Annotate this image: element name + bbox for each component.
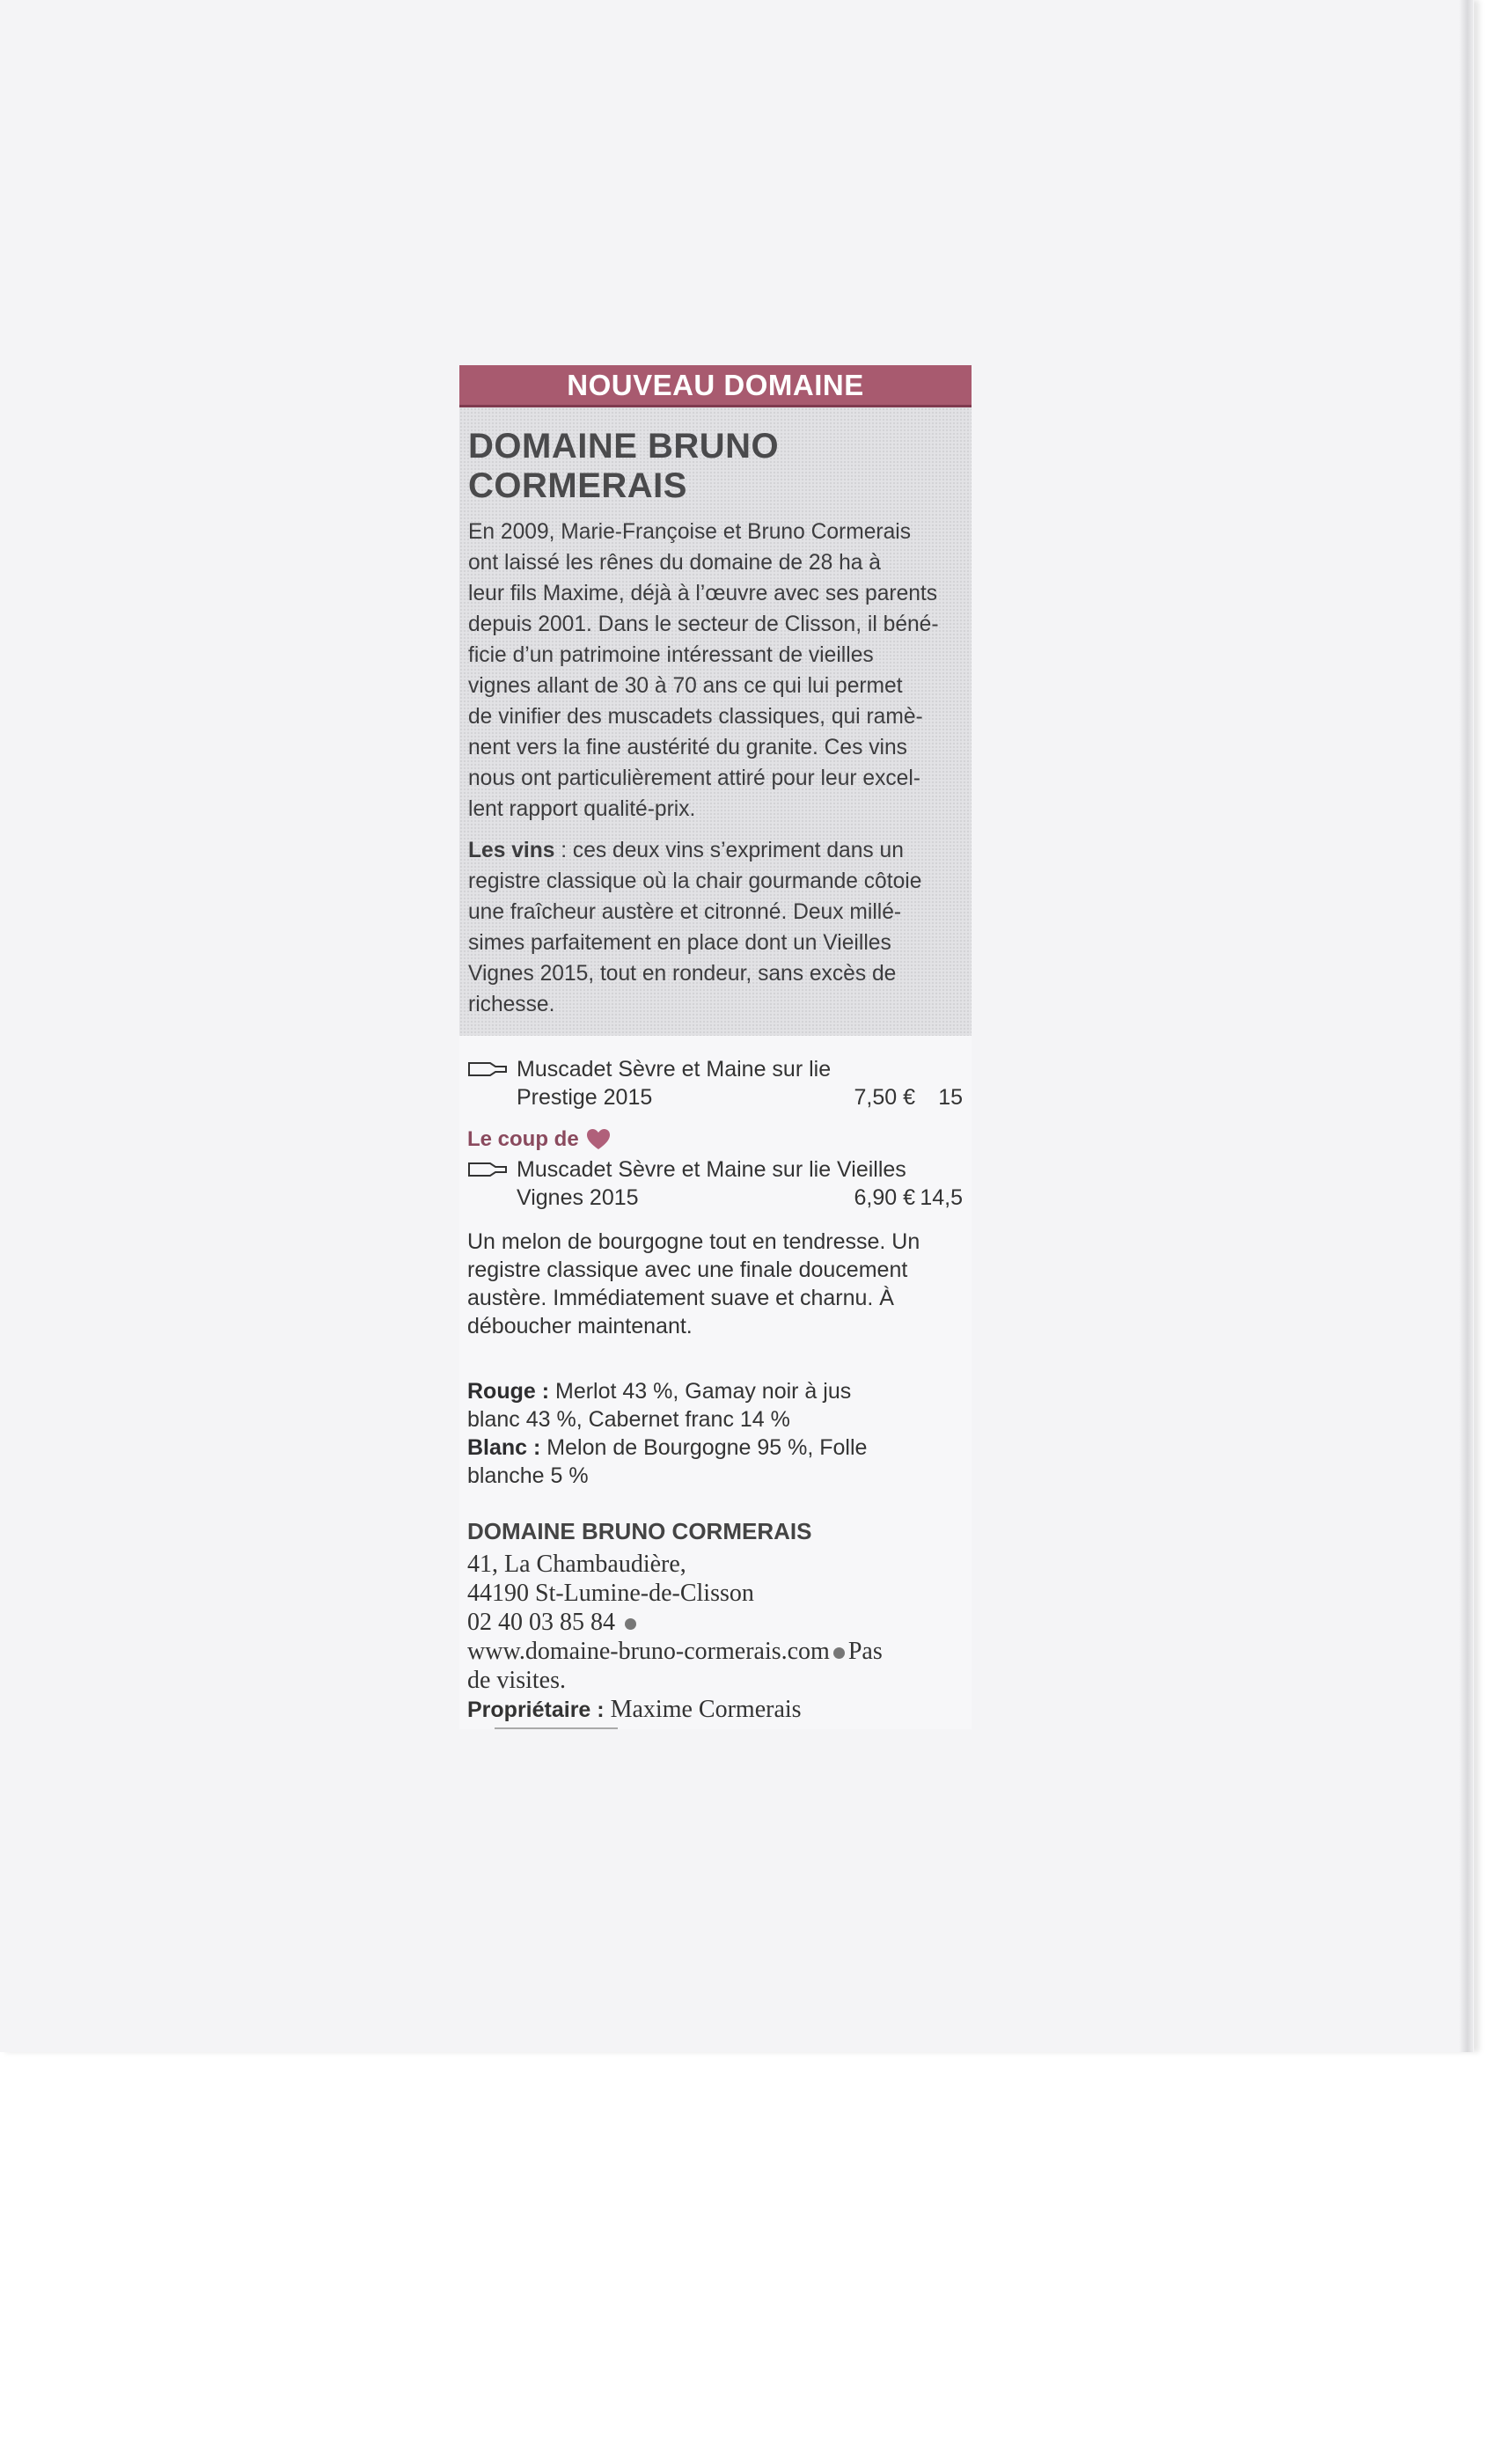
vins-line: : ces deux vins s’expriment dans un (554, 839, 904, 862)
bullet-dot (833, 1647, 845, 1659)
tasting-line: austère. Immédiatement suave et charnu. À (467, 1286, 894, 1310)
article-text-panel (459, 407, 972, 1036)
intro-line: ont laissé les rênes du domaine de 28 ha à (468, 551, 881, 575)
vins-lead: Les vins (468, 839, 555, 862)
wine-price: 7,50 € (854, 1085, 915, 1110)
wine-details-panel (459, 1036, 972, 1725)
article-title (468, 427, 963, 506)
intro-line: En 2009, Marie-Françoise et Bruno Cormerais (468, 520, 912, 544)
blanc-grapes-cont: blanche 5 % (467, 1463, 589, 1488)
section-banner: NOUVEAU DOMAINE (459, 365, 972, 407)
grape-varieties (467, 1377, 963, 1490)
vins-line: Vignes 2015, tout en rondeur, sans excès de (468, 962, 897, 986)
article-clipping (459, 365, 972, 1729)
contact-domain-name: DOMAINE BRUNO CORMERAIS (467, 1518, 812, 1544)
blanc-grapes: Melon de Bourgogne 95 %, Folle (540, 1435, 868, 1460)
wine-name-line: Muscadet Sèvre et Maine sur lie (517, 1057, 832, 1082)
coup-de-coeur-heading (467, 1126, 963, 1154)
wine-name-line: Muscadet Sèvre et Maine sur lie Vieilles (517, 1157, 906, 1182)
intro-line: leur fils Maxime, déjà à l’œuvre avec ses parents (468, 582, 938, 605)
visits-note: Pas (847, 1638, 883, 1665)
intro-line: de vinifier des muscadets classiques, qui ramè- (468, 705, 923, 729)
title-line-2: CORMERAIS (468, 466, 687, 505)
tasting-note (467, 1228, 963, 1340)
contact-address-2: 44190 St-Lumine-de-Clisson (467, 1580, 754, 1607)
wine-entry-vieilles-vignes (467, 1155, 963, 1212)
contact-phone: 02 40 03 85 84 (467, 1609, 615, 1636)
intro-line: lent rapport qualité-prix. (468, 797, 696, 821)
bottom-rule (495, 1727, 618, 1729)
vins-line: registre classique où la chair gourmande côtoie (468, 869, 922, 893)
intro-paragraph (468, 517, 963, 825)
tasting-line: déboucher maintenant. (467, 1314, 693, 1338)
wine-price: 6,90 € (854, 1185, 915, 1210)
rouge-grapes-cont: blanc 43 %, Cabernet franc 14 % (467, 1407, 790, 1432)
intro-line: nous ont particulièrement attiré pour leur excel- (468, 766, 920, 790)
page-edge-shadow (1459, 0, 1473, 2052)
bullet-dot (625, 1618, 636, 1630)
vins-line: simes parfaitement en place dont un Vieilles (468, 931, 891, 955)
coup-de-label: Le coup de (467, 1127, 579, 1151)
rouge-grapes: Merlot 43 %, Gamay noir à jus (549, 1379, 852, 1404)
bottle-icon (467, 1160, 508, 1179)
intro-line: vignes allant de 30 à 70 ans ce qui lui permet (468, 674, 903, 698)
blanc-label: Blanc : (467, 1435, 541, 1460)
tasting-line: registre classique avec une finale doucement (467, 1258, 908, 1282)
visits-note-cont: de visites. (467, 1667, 566, 1694)
wine-vintage: Vignes 2015 (517, 1185, 639, 1210)
intro-line: nent vers la fine austérité du granite. Ces vins (468, 736, 907, 759)
wine-score: 14,5 (920, 1185, 963, 1210)
bottle-icon (467, 1060, 508, 1079)
owner-name: Maxime Cormerais (610, 1696, 802, 1723)
vins-paragraph (468, 835, 963, 1020)
wine-vintage: Prestige 2015 (517, 1085, 653, 1110)
vins-line: richesse. (468, 993, 555, 1016)
wine-entry-prestige (467, 1055, 963, 1111)
intro-line: depuis 2001. Dans le secteur de Clisson, il béné- (468, 612, 939, 636)
contact-website[interactable]: www.domaine-bruno-cormerais.com (467, 1638, 830, 1665)
title-line-1: DOMAINE BRUNO (468, 427, 780, 466)
owner-label: Propriétaire : (467, 1698, 605, 1722)
contact-address-1: 41, La Chambaudière, (467, 1551, 686, 1578)
vins-line: une fraîcheur austère et citronné. Deux millé- (468, 900, 902, 924)
tasting-line: Un melon de bourgogne tout en tendresse. Un (467, 1229, 920, 1254)
heart-icon (586, 1128, 611, 1151)
rouge-label: Rouge : (467, 1379, 550, 1404)
wine-score: 15 (938, 1085, 963, 1110)
intro-line: ficie d’un patrimoine intéressant de vieilles (468, 643, 874, 667)
